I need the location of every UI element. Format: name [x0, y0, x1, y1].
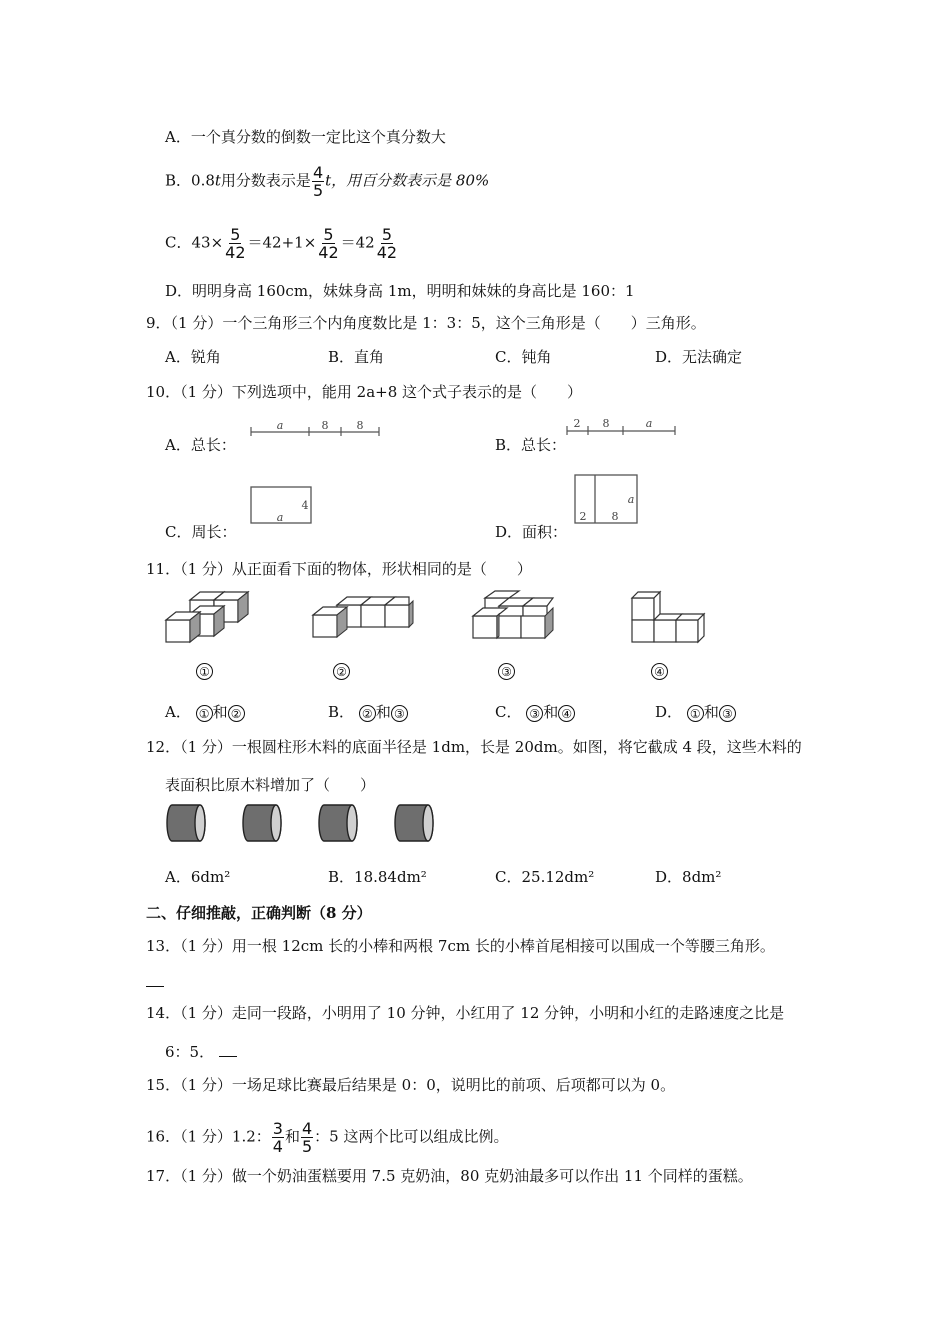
q16-and: 和: [284, 1127, 300, 1146]
q10-option-b-label: B．总长：: [495, 436, 567, 454]
q10-c-label-a: a: [276, 511, 284, 524]
q8-c-mid: ＝42+1×: [247, 233, 317, 252]
q8-b-mid: 用分数表示是: [220, 171, 311, 190]
q8-c-den3: 42: [376, 243, 398, 262]
q8-option-c: [165, 226, 399, 261]
q11-stem: 11．（1 分）从正面看下面的物体，形状相同的是（ ）: [146, 560, 532, 578]
q11-option-d: [655, 702, 736, 722]
q8-option-d: D．明明身高 160cm，妹妹身高 1m，明明和妹妹的身高比是 160：1: [165, 282, 635, 300]
q11-figure-label-3: [498, 660, 515, 680]
q14-blank-line: [219, 1042, 237, 1057]
section-2-heading: 二、仔细推敲，正确判断（8 分）: [146, 904, 372, 922]
q8-c-num3: 5: [381, 225, 392, 244]
q12-cylinder-pieces: [160, 803, 440, 843]
q10-c-label-4: 4: [301, 499, 309, 512]
q17-statement: 17．（1 分）做一个奶油蛋糕要用 7.5 克奶油，80 克奶油最多可以作出 11 个同样的蛋糕。: [146, 1167, 753, 1185]
q9-option-d: D．无法确定: [655, 348, 743, 366]
q10-figure-b-segments: [563, 413, 678, 437]
q11-figure-3-cubes: [465, 590, 557, 650]
q11-a-letter: A．: [165, 703, 191, 721]
q12-option-a: A．6dm²: [165, 868, 231, 886]
q11-d-and: 和: [703, 703, 719, 721]
q10-d-label-2: 2: [579, 510, 587, 523]
q8-b-num: 4: [312, 163, 324, 182]
q16-num2: 4: [301, 1119, 313, 1138]
q11-b-letter: B．: [328, 703, 355, 721]
q11-c-and: 和: [543, 703, 559, 721]
q10-d-label-8: 8: [611, 510, 619, 523]
q11-c-second: ④: [558, 705, 575, 722]
q16-fraction-2: [301, 1120, 313, 1155]
q8-b-t: t: [214, 171, 221, 190]
q11-fig-label-4-text: ④: [651, 663, 668, 680]
q8-c-fraction-1: [224, 226, 246, 261]
q16-den1: 4: [272, 1137, 283, 1156]
q11-figure-label-4: [651, 660, 668, 680]
q12-option-b: B．18.84dm²: [328, 868, 427, 886]
q14-line1: 14．（1 分）走同一段路，小明用了 10 分钟，小红用了 12 分钟，小明和小红的走路速度之比是: [146, 1004, 785, 1022]
q12-option-c: C．25.12dm²: [495, 868, 595, 886]
q8-c-fraction-3: [376, 226, 398, 261]
q11-fig-label-1-text: ①: [196, 663, 213, 680]
q10-option-c-label: C．周长：: [165, 523, 237, 541]
q8-b-post: t，用百分数表示是 80%: [325, 171, 490, 190]
q14-line2: [165, 1042, 237, 1062]
q10-b-label-8: 8: [602, 417, 610, 430]
q10-b-label-a: a: [645, 417, 653, 430]
q14-line2-text: 6：5．: [165, 1043, 215, 1061]
q10-b-label-2: 2: [573, 417, 581, 430]
q8-c-fraction-2: [317, 226, 339, 261]
q11-d-second: ③: [719, 705, 736, 722]
q11-fig-label-3-text: ③: [498, 663, 515, 680]
q9-option-b: B．直角: [328, 348, 385, 366]
q11-figure-label-2: [333, 660, 350, 680]
q10-stem: 10．（1 分）下列选项中，能用 2a+8 这个式子表示的是（ ）: [146, 383, 583, 401]
q12-option-d: D．8dm²: [655, 868, 722, 886]
q11-fig-label-2-text: ②: [333, 663, 350, 680]
q8-c-num2: 5: [323, 225, 334, 244]
q8-c-den1: 42: [225, 243, 246, 262]
q11-a-and: 和: [212, 703, 228, 721]
q10-option-a-label: A．总长：: [165, 436, 236, 454]
q11-option-a: [165, 702, 245, 722]
q11-figure-4-cubes: [628, 590, 710, 648]
q10-option-d-label: D．面积：: [495, 523, 568, 541]
q8-c-num1: 5: [230, 225, 241, 244]
q16-pre: 16．（1 分）1.2：: [146, 1127, 271, 1146]
q11-a-second: ②: [228, 705, 245, 722]
q9-option-c: C．钝角: [495, 348, 552, 366]
q11-figure-1-cubes: [160, 590, 260, 650]
q11-figure-label-1: [196, 660, 213, 680]
q10-a-label-8a: 8: [321, 419, 329, 432]
q11-b-first: ②: [359, 705, 376, 722]
q10-figure-c-rectangle: [248, 484, 314, 526]
q9-option-a: A．锐角: [165, 348, 221, 366]
q15-statement: 15．（1 分）一场足球比赛最后结果是 0：0，说明比的前项、后项都可以为 0。: [146, 1076, 676, 1094]
q11-d-letter: D．: [655, 703, 683, 721]
q8-option-a: A．一个真分数的倒数一定比这个真分数大: [165, 128, 446, 146]
q16-statement: [146, 1120, 508, 1155]
q9-stem: 9．（1 分）一个三角形三个内角度数比是 1：3：5，这个三角形是（ ）三角形。: [146, 314, 706, 332]
q11-figure-2-cubes: [305, 595, 417, 643]
q11-d-first: ①: [687, 705, 704, 722]
q11-option-b: [328, 702, 408, 722]
q13-statement: 13．（1 分）用一根 12cm 长的小棒和两根 7cm 长的小棒首尾相接可以围成一个等腰三角形。: [146, 937, 775, 955]
q10-figure-a-segments: [248, 416, 383, 440]
q11-option-c: [495, 702, 575, 722]
q13-blank-line: [146, 972, 164, 987]
q11-b-second: ③: [391, 705, 408, 722]
q10-a-label-8b: 8: [356, 419, 364, 432]
q13-answer-blank: [146, 972, 164, 992]
q8-b-pre: B．0.8: [165, 171, 215, 190]
q11-b-and: 和: [375, 703, 391, 721]
q16-fraction-1: [272, 1120, 284, 1155]
q8-option-b: [165, 164, 489, 199]
q8-c-pre: C．43×: [165, 233, 224, 252]
q12-stem-line2: 表面积比原木料增加了（ ）: [165, 776, 376, 794]
q8-c-den2: 42: [318, 243, 339, 262]
q10-d-label-a: a: [627, 493, 635, 506]
q11-c-letter: C．: [495, 703, 522, 721]
q8-c-mid2: ＝42: [340, 233, 375, 252]
q16-post: ：5 这两个比可以组成比例。: [314, 1127, 509, 1146]
q8-b-fraction: [312, 164, 324, 199]
q8-b-den: 5: [312, 181, 324, 200]
q11-a-first: ①: [196, 705, 213, 722]
q16-num1: 3: [272, 1119, 283, 1138]
q12-stem-line1: 12．（1 分）一根圆柱形木料的底面半径是 1dm，长是 20dm。如图，将它截成 4 段，这些木料的: [146, 738, 802, 756]
q10-a-label-a: a: [276, 419, 284, 432]
q10-figure-d-area: [572, 472, 640, 526]
q11-c-first: ③: [526, 705, 543, 722]
q16-den2: 5: [301, 1137, 313, 1156]
